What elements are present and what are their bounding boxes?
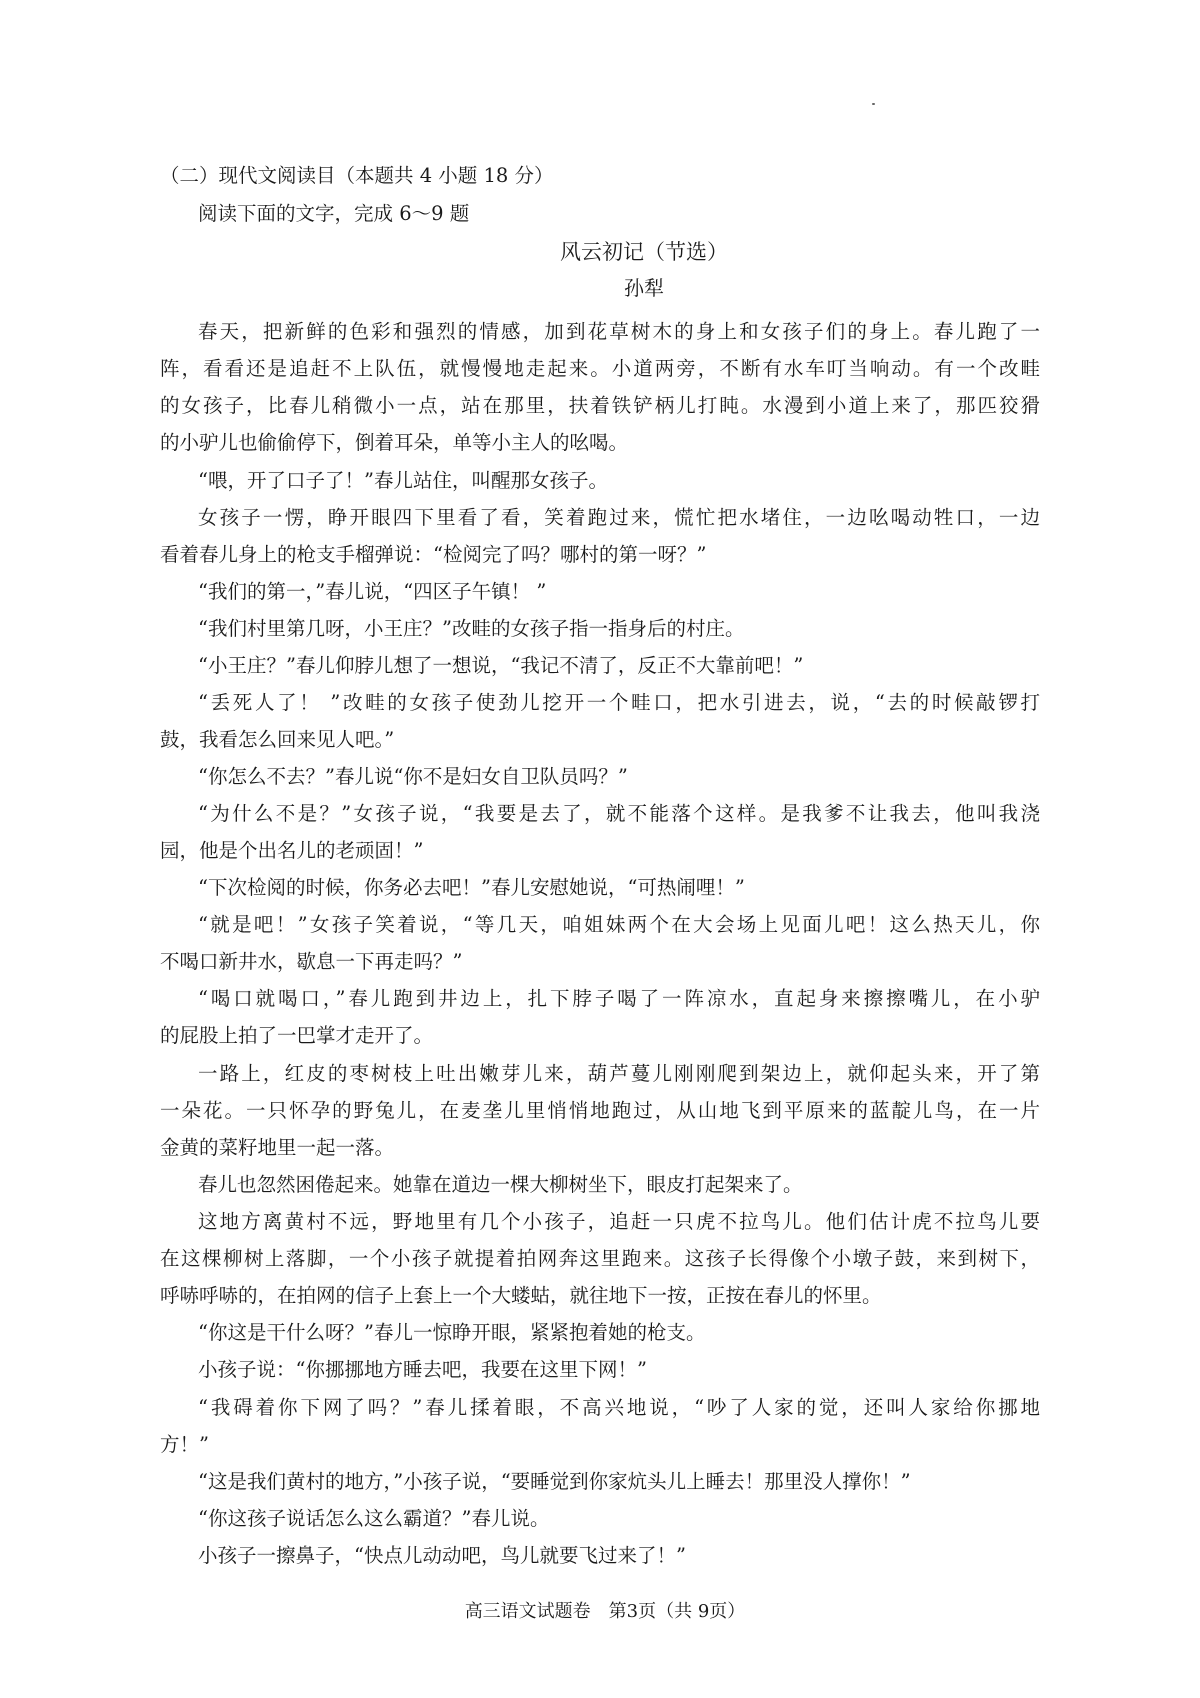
- passage-line: 鼓，我看怎么回来见人吧。”: [160, 728, 395, 751]
- scan-speck: [872, 103, 875, 105]
- passage-line: “就是吧！”女孩子笑着说，“等几天，咱姐妹两个在大会场上见面儿吧！这么热天儿，你: [198, 913, 1040, 936]
- passage-line: “丢死人了！ ”改畦的女孩子使劲儿挖开一个畦口，把水引进去，说，“去的时候敲锣打: [198, 691, 1040, 714]
- passage-line: 的小驴儿也偷偷停下，倒着耳朵，单等小主人的吆喝。: [160, 431, 629, 454]
- passage-line: 春天，把新鲜的色彩和强烈的情感，加到花草树木的身上和女孩子们的身上。春儿跑了一: [198, 320, 1040, 343]
- passage-line: 方！”: [160, 1433, 209, 1456]
- page-footer: 高三语文试题卷 第3页（共 9页）: [464, 1601, 746, 1622]
- passage-line: “你这是干什么呀？”春儿一惊睁开眼，紧紧抱着她的枪支。: [198, 1321, 706, 1344]
- passage-line: “喝口就喝口，”春儿跑到井边上，扎下脖子喝了一阵凉水，直起身来擦擦嘴儿，在小驴: [198, 987, 1040, 1010]
- passage-line: 看着春儿身上的枪支手榴弹说：“检阅完了吗？哪村的第一呀？”: [160, 543, 707, 566]
- passage-line: 的女孩子，比春儿稍微小一点，站在那里，扶着铁铲柄儿打盹。水漫到小道上来了，那匹狡猾: [160, 394, 1040, 417]
- passage-line: 一朵花。一只怀孕的野兔儿，在麦垄儿里悄悄地跑过，从山地飞到平原来的蓝靛儿鸟，在一片: [160, 1099, 1040, 1122]
- passage-line: 金黄的菜籽地里一起一落。: [160, 1136, 395, 1159]
- passage-line: 的屁股上拍了一巴掌才走开了。: [160, 1024, 434, 1047]
- passage-line: 呼哧呼哧的，在拍网的信子上套上一个大蝼蛄，就往地下一按，正按在春儿的怀里。: [160, 1284, 882, 1307]
- passage-line: “你这孩子说话怎么这么霸道？”春儿说。: [198, 1507, 550, 1530]
- passage-line: 小孩子一擦鼻子，“快点儿动动吧，鸟儿就要飞过来了！”: [198, 1544, 686, 1567]
- passage-line: 女孩子一愣，睁开眼四下里看了看，笑着跑过来，慌忙把水堵住，一边吆喝动牲口，一边: [198, 506, 1040, 529]
- passage-line: “你怎么不去？”春儿说“你不是妇女自卫队员吗？”: [198, 765, 628, 788]
- passage-line: 一路上，红皮的枣树枝上吐出嫩芽儿来，葫芦蔓儿刚刚爬到架边上，就仰起头来，开了第: [198, 1062, 1040, 1085]
- passage-line: 阵，看看还是追赶不上队伍，就慢慢地走起来。小道两旁，不断有水车叮当响动。有一个改畦: [160, 357, 1040, 380]
- passage-line: 小孩子说：“你挪挪地方睡去吧，我要在这里下网！”: [198, 1358, 647, 1381]
- passage-line: 这地方离黄村不远，野地里有几个小孩子，追赶一只虎不拉鸟儿。他们估计虎不拉鸟儿要: [198, 1210, 1040, 1233]
- passage-line: “我碍着你下网了吗？”春儿揉着眼，不高兴地说，“吵了人家的觉，还叫人家给你挪地: [198, 1396, 1040, 1419]
- passage-author: 孙犁: [624, 276, 664, 300]
- reading-instruction: 阅读下面的文字，完成 6～9 题: [198, 202, 470, 225]
- section-title: （二）现代文阅读目（本题共 4 小题 18 分）: [160, 164, 554, 187]
- passage-line: 春儿也忽然困倦起来。她靠在道边一棵大柳树坐下，眼皮打起架来了。: [198, 1173, 803, 1196]
- passage-line: “我们村里第几呀，小王庄？”改畦的女孩子指一指身后的村庄。: [198, 617, 745, 640]
- passage-line: “这是我们黄村的地方，”小孩子说，“要睡觉到你家炕头儿上睡去！那里没人撑你！”: [198, 1470, 911, 1493]
- passage-line: “我们的第一，”春儿说，“四区子午镇！ ”: [198, 580, 547, 603]
- passage-line: “喂，开了口子了！”春儿站住，叫醒那女孩子。: [198, 469, 608, 492]
- passage-title: 风云初记（节选）: [560, 240, 728, 264]
- passage-line: “小王庄？”春儿仰脖儿想了一想说，“我记不清了，反正不大靠前吧！”: [198, 654, 804, 677]
- passage-line: 园，他是个出名儿的老顽固！”: [160, 839, 424, 862]
- passage-line: “下次检阅的时候，你务必去吧！”春儿安慰她说，“可热闹哩！”: [198, 876, 745, 899]
- passage-line: 不喝口新井水，歇息一下再走吗？”: [160, 950, 463, 973]
- passage-line: 在这棵柳树上落脚，一个小孩子就提着拍网奔这里跑来。这孩子长得像个小墩子鼓，来到树下，: [160, 1247, 1040, 1270]
- passage-line: “为什么不是？”女孩子说，“我要是去了，就不能落个这样。是我爹不让我去，他叫我浇: [198, 802, 1040, 825]
